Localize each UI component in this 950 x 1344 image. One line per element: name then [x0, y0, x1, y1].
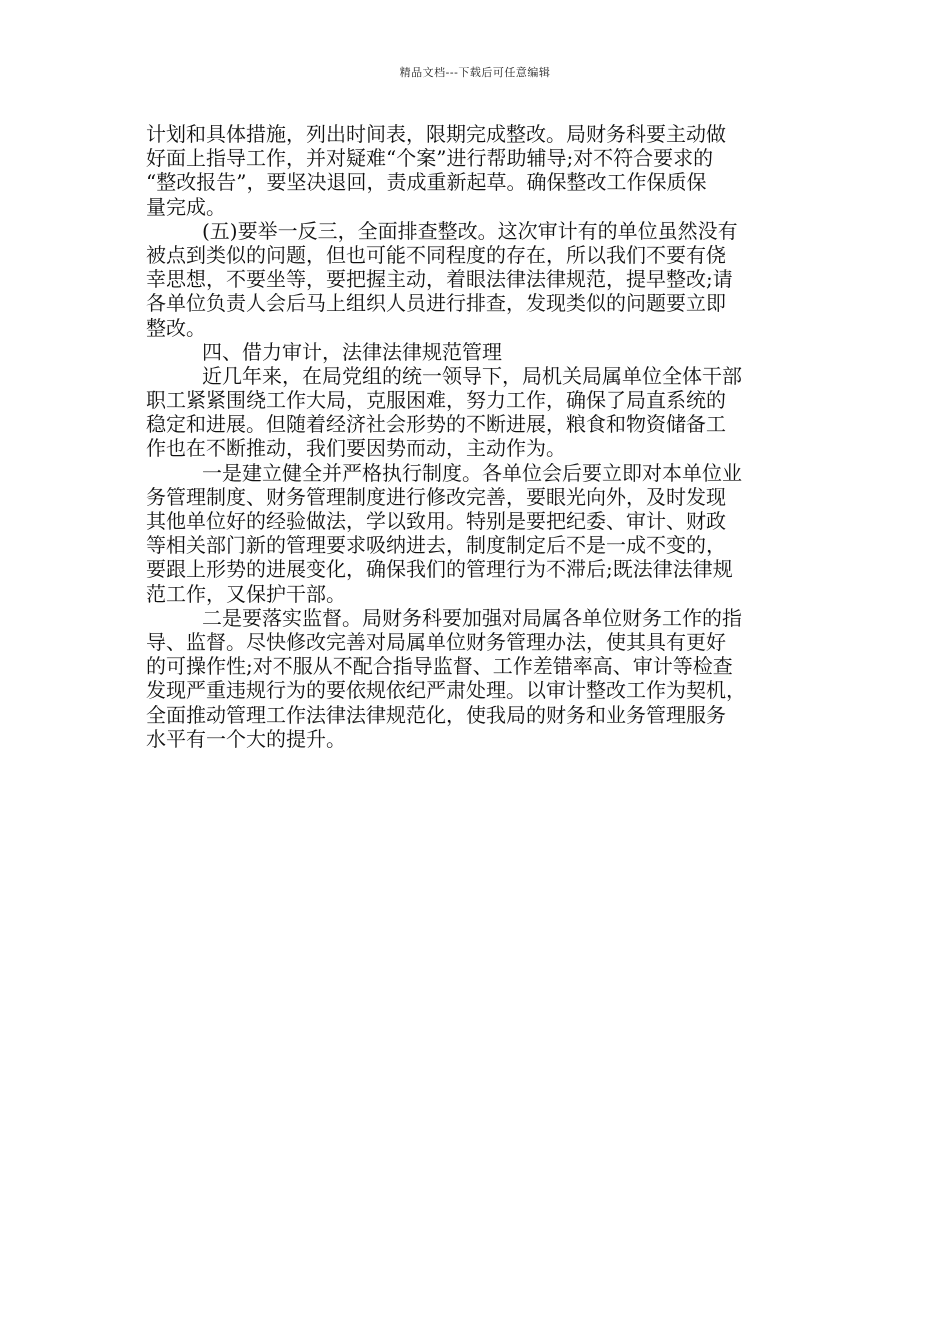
text-line: 幸思想，不要坐等，要把握主动，着眼法律法律规范，提早整改;请 [146, 267, 733, 292]
text-line: 作也在不断推动，我们要因势而动，主动作为。 [146, 436, 566, 461]
text-line: 水平有一个大的提升。 [146, 726, 346, 751]
text-line: 要跟上形势的进展变化，确保我们的管理行为不滞后;既法律法律规 [146, 557, 733, 582]
text-line: 导、监督。尽快修改完善对局属单位财务管理办法，使其具有更好 [146, 629, 726, 654]
text-line: 好面上指导工作，并对疑难“个案”进行帮助辅导;对不符合要求的 [146, 146, 714, 171]
text-line: 等相关部门新的管理要求吸纳进去，制度制定后不是一成不变的， [146, 533, 726, 558]
text-line: 一是建立健全并严格执行制度。各单位会后要立即对本单位业 [202, 460, 742, 485]
text-line: 务管理制度、财务管理制度进行修改完善，要眼光向外，及时发现 [146, 484, 726, 509]
page-header: 精品文档---下载后可任意编辑 [399, 66, 551, 79]
text-line: “整改报告”，要坚决退回，责成重新起草。确保整改工作保质保 [146, 170, 707, 195]
text-line: 其他单位好的经验做法，学以致用。特别是要把纪委、审计、财政 [146, 509, 726, 533]
document-body [146, 122, 822, 751]
text-line: 稳定和进展。但随着经济社会形势的不断进展，粮食和物资储备工 [146, 412, 726, 437]
text-line: 量完成。 [146, 194, 226, 219]
text-line: 的可操作性;对不服从不配合指导监督、工作差错率高、审计等检查 [146, 654, 733, 679]
text-line: 被点到类似的问题，但也可能不同程度的存在，所以我们不要有侥 [146, 242, 726, 267]
text-line: (五)要举一反三，全面排查整改。这次审计有的单位虽然没有 [202, 218, 738, 243]
text-line: 四、借力审计，法律法律规范管理 [202, 339, 502, 364]
text-line: 二是要落实监督。局财务科要加强对局属各单位财务工作的指 [202, 605, 742, 630]
text-line: 发现严重违规行为的要依规依纪严肃处理。以审计整改工作为契机， [146, 678, 746, 703]
text-line: 范工作，又保护干部。 [146, 581, 346, 606]
text-line: 职工紧紧围绕工作大局，克服困难，努力工作，确保了局直系统的 [146, 388, 726, 413]
text-line: 整改。 [146, 315, 206, 340]
text-line: 全面推动管理工作法律法律规范化，使我局的财务和业务管理服务 [146, 702, 726, 727]
text-line: 近几年来，在局党组的统一领导下，局机关局属单位全体干部 [202, 363, 742, 388]
text-line: 计划和具体措施，列出时间表，限期完成整改。局财务科要主动做 [146, 122, 726, 146]
text-line: 各单位负责人会后马上组织人员进行排查，发现类似的问题要立即 [146, 291, 726, 316]
